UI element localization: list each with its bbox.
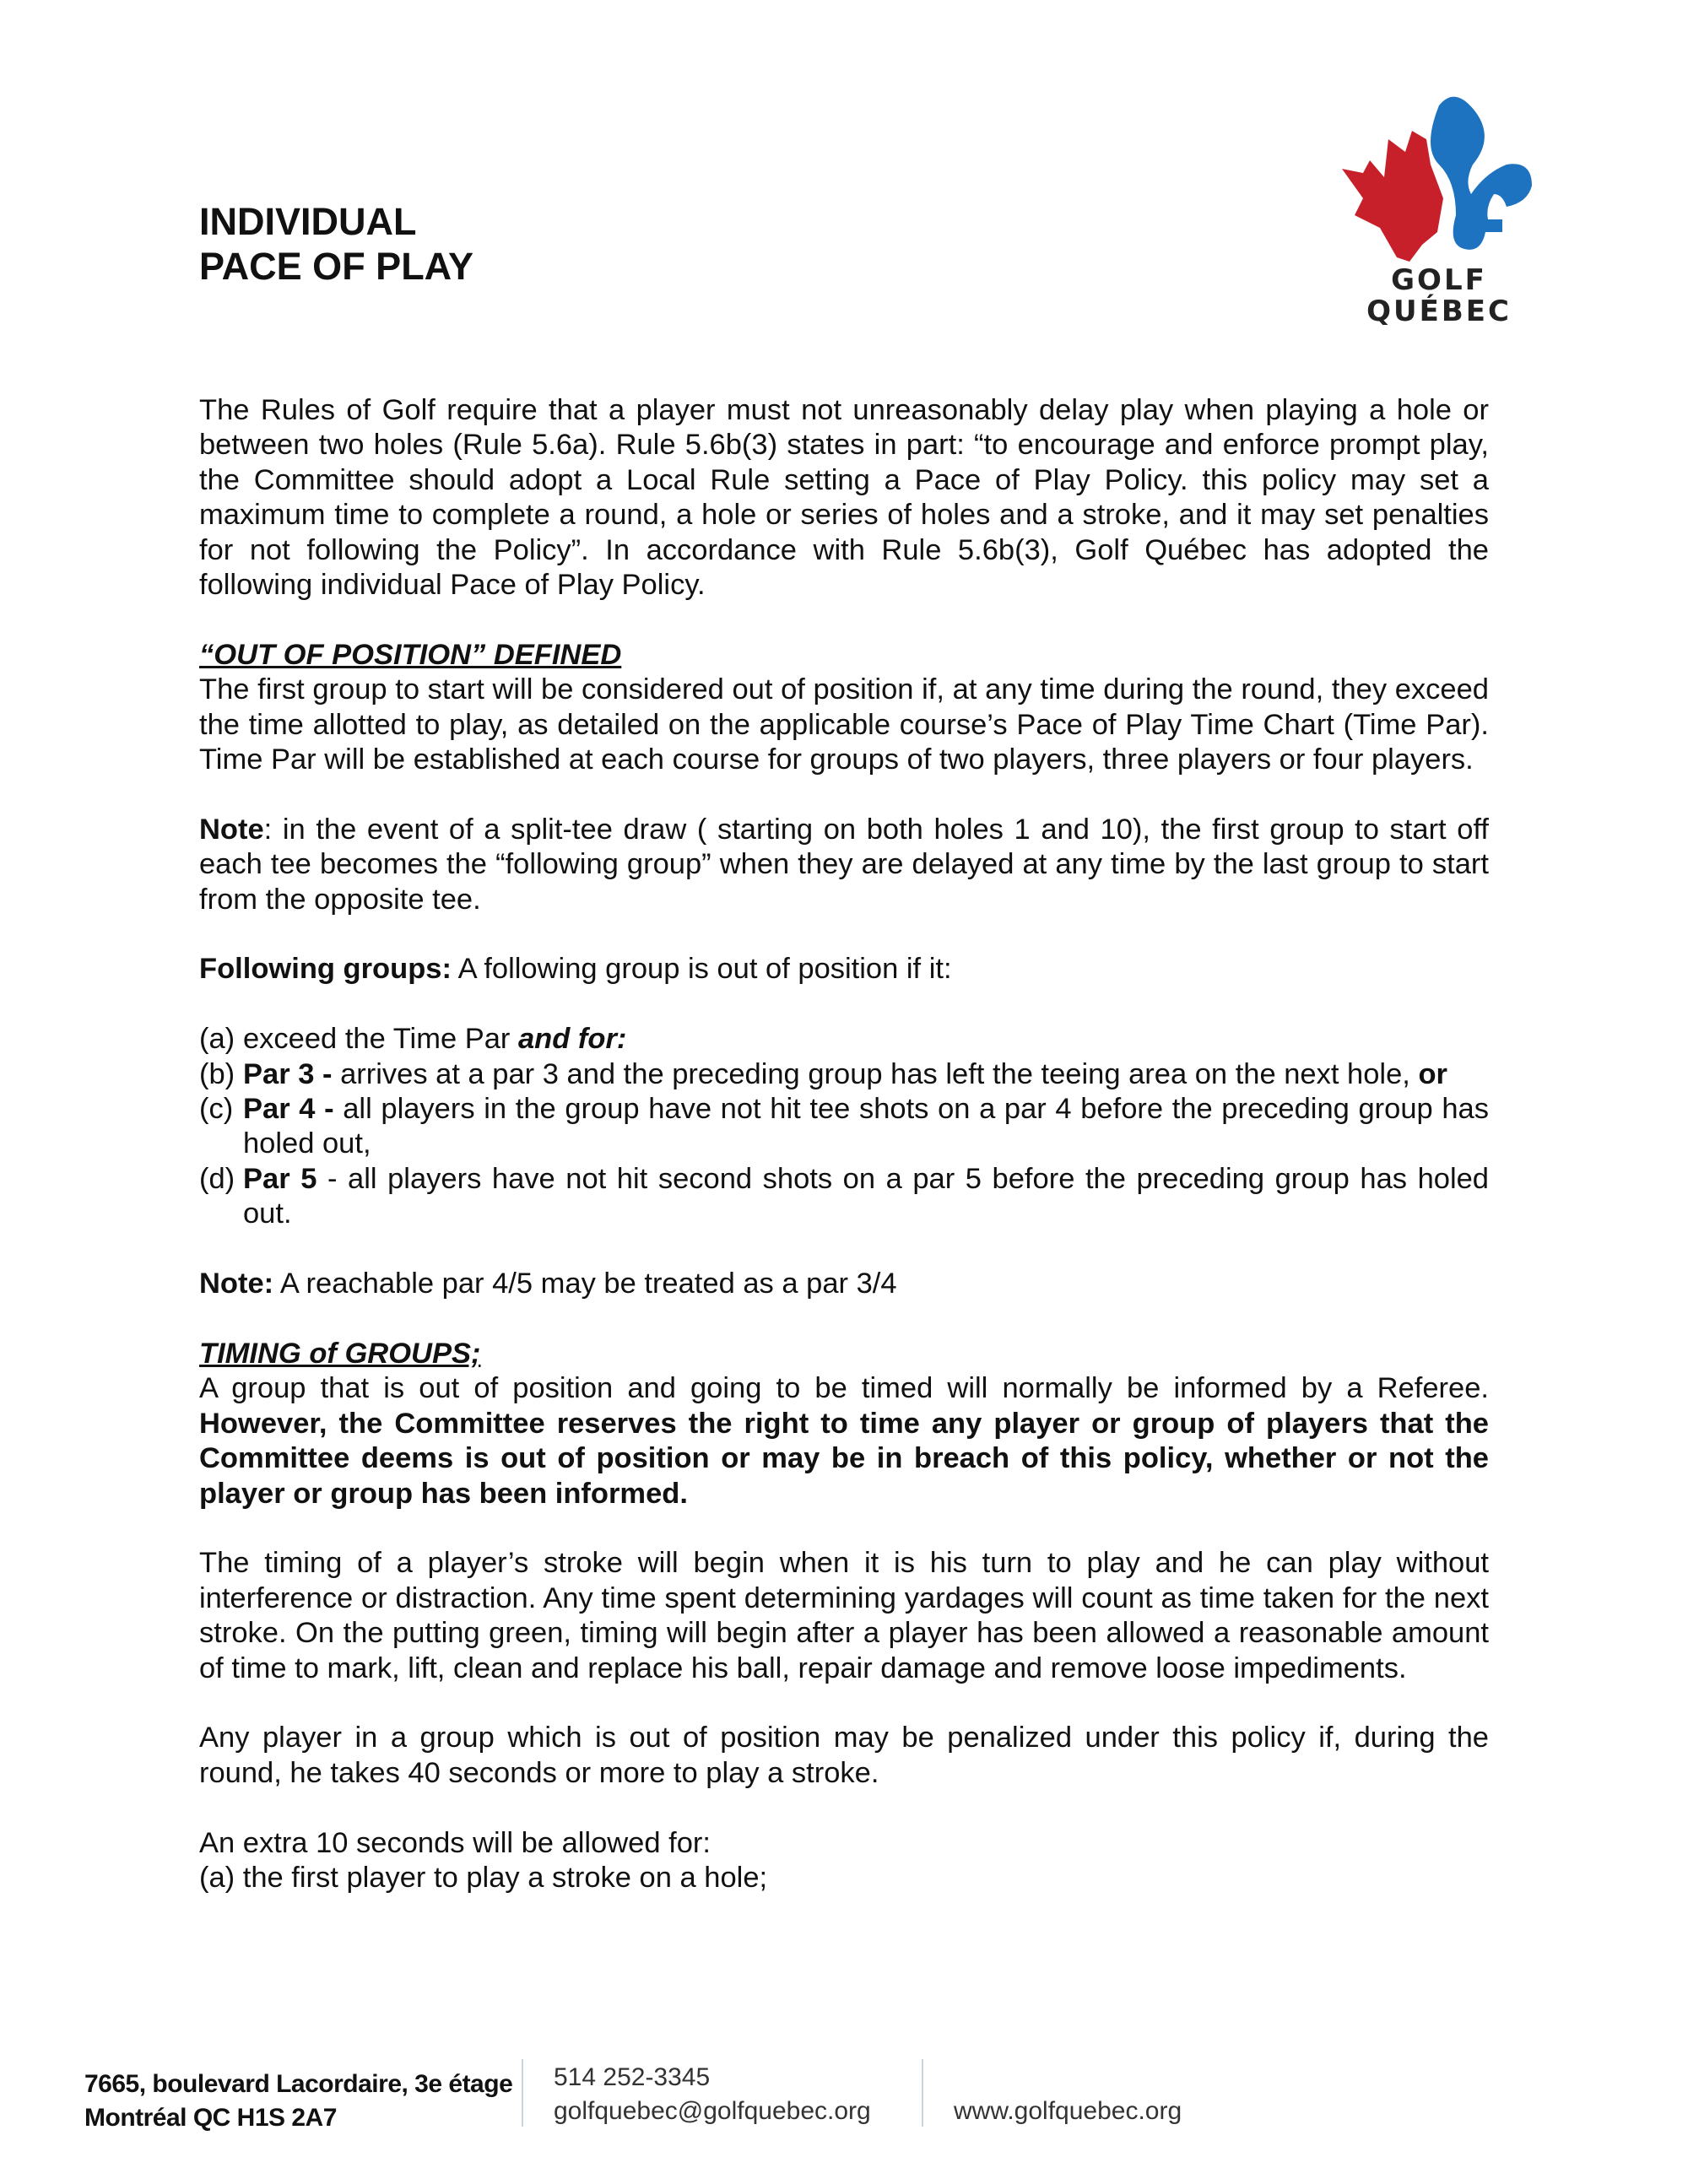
list-item (199, 1057, 1489, 1092)
list-marker: (a) (199, 1023, 235, 1056)
list-item (199, 1022, 1489, 1057)
footer (84, 2063, 1266, 2143)
list-item (199, 1092, 1489, 1162)
footer-divider (522, 2059, 523, 2127)
note2-label: Note: (199, 1268, 274, 1300)
footer-address (84, 2068, 512, 2135)
timing-bold-text: However, the Committee reserves the right to time any player or group of players that the Committee deems is out of position or may be in breach of this policy, whether or not the player or group has been informed. (199, 1407, 1489, 1510)
extra-time-item-a: (a) the first player to play a stroke on a hole; (199, 1861, 768, 1894)
footer-contact (554, 2061, 871, 2128)
intro-paragraph: The Rules of Golf require that a player must not unreasonably delay play when playing a hole or between two holes (Rule 5.6a). Rule 5.6b(3) states in part: “to encourage and enforce prompt play, the Committee should adopt a Local Rule setting a Pace of Play Policy. this policy may set a maximum time to complete a round, a hole or series of holes and a stroke, and it may set penalties for not following the Policy”. In accordance with Rule 5.6b(3), Golf Québec has adopted the following individual Pace of Play Policy. (199, 394, 1489, 602)
note-label: Note (199, 813, 264, 846)
note2-text: A reachable par 4/5 may be treated as a par 3/4 (273, 1268, 897, 1300)
list-bold-tail: and for: (518, 1023, 627, 1056)
list-marker: (c) (199, 1093, 234, 1126)
following-groups-text: A following group is out of position if it: (451, 953, 952, 986)
penalty-paragraph: Any player in a group which is out of position may be penalized under this policy if, during the round, he takes 40 seconds or more to play a stroke. (199, 1722, 1489, 1789)
golf-quebec-logo (1338, 89, 1540, 329)
list-bold: Par 4 - (243, 1093, 334, 1126)
svg-text:QUÉBEC: QUÉBEC (1366, 295, 1512, 328)
title-line-1: INDIVIDUAL (199, 200, 417, 243)
out-of-position-paragraph: The first group to start will be considered out of position if, at any time during the round, they exceed the time allotted to play, as detailed on the applicable course’s Pace of Play Time Chart (Time Par). Time Par will be established at each course for groups of two players, three players or four players. (199, 673, 1489, 776)
title-line-2: PACE OF PLAY (199, 245, 474, 288)
address-line-1: 7665, boulevard Lacordaire, 3e étage (84, 2070, 513, 2098)
timing-paragraph (199, 1371, 1489, 1511)
footer-website[interactable]: www.golfquebec.org (954, 2097, 1182, 2125)
section-heading-timing: TIMING of GROUPS; (199, 1337, 481, 1370)
svg-text:GOLF: GOLF (1391, 263, 1487, 297)
list-text: - all players have not hit second shots on a par 5 before the preceding group has holed out. (243, 1162, 1489, 1230)
split-tee-note (199, 813, 1489, 917)
note-text: : in the event of a split-tee draw ( starting on both holes 1 and 10), the first group to start off each tee becomes the “following group” when they are delayed at any time by the last group to start from the opposite tee. (199, 813, 1489, 916)
following-groups-label: Following groups: (199, 953, 452, 986)
footer-email[interactable]: golfquebec@golfquebec.org (554, 2097, 871, 2125)
conditions-list (199, 1022, 1489, 1231)
list-bold: Par 5 (243, 1162, 317, 1195)
list-marker: (d) (199, 1162, 235, 1195)
extra-time-paragraph: An extra 10 seconds will be allowed for: (199, 1826, 711, 1859)
list-bold: Par 3 - (243, 1057, 333, 1090)
timing-text: A group that is out of position and going to be timed will normally be informed by a Referee. (199, 1372, 1489, 1405)
list-text: exceed the Time Par (243, 1023, 518, 1056)
list-item (199, 1162, 1489, 1232)
address-line-2: Montréal QC H1S 2A7 (84, 2104, 337, 2132)
list-text: arrives at a par 3 and the preceding group has left the teeing area on the next hole, (332, 1057, 1419, 1090)
footer-phone: 514 252-3345 (554, 2063, 711, 2091)
list-text: all players in the group have not hit tee shots on a par 4 before the preceding group has holed out, (243, 1093, 1489, 1160)
reachable-par-note (199, 1267, 1489, 1301)
document-body (199, 393, 1489, 1895)
footer-divider (922, 2059, 923, 2127)
stroke-timing-paragraph: The timing of a player’s stroke will begin when it is his turn to play and he can play without interference or distraction. Any time spent determining yardages will count as time taken for the next stroke. On the putting green, timing will begin after a player has been allowed a reasonable amount of time to mark, lift, clean and replace his ball, repair damage and remove loose impediments. (199, 1547, 1489, 1684)
list-bold-end: or (1418, 1057, 1447, 1090)
following-groups-paragraph (199, 952, 1489, 987)
list-marker: (b) (199, 1057, 235, 1090)
section-heading-out-of-position: “OUT OF POSITION” DEFINED (199, 638, 622, 671)
page-title (199, 199, 473, 289)
